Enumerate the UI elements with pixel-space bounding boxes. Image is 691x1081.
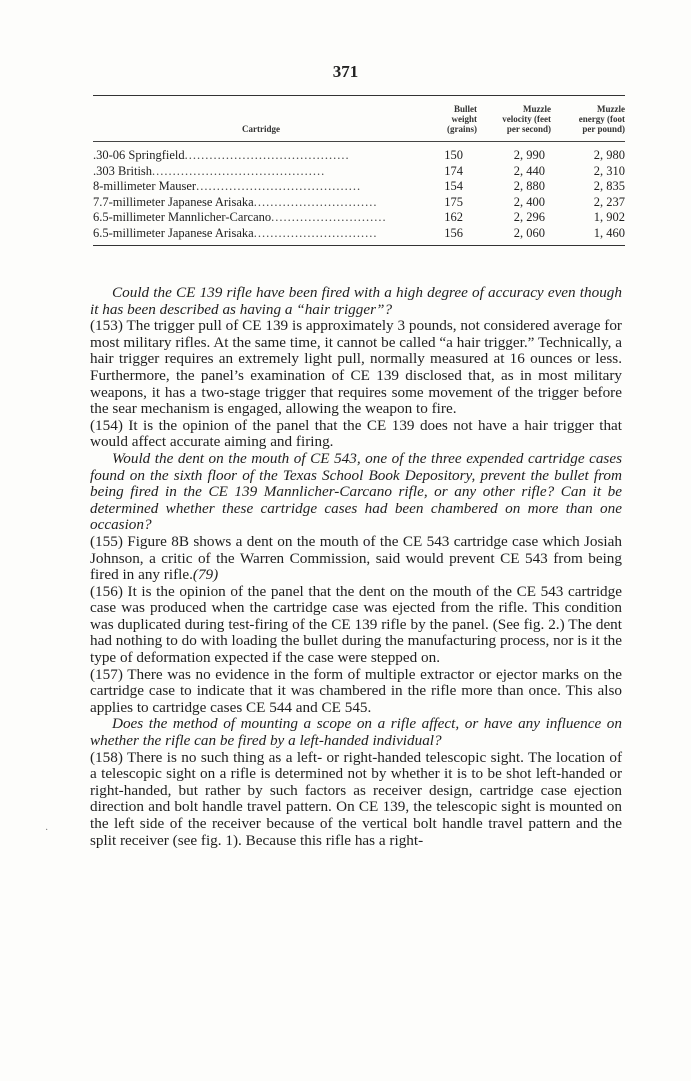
header-bullet-weight (405, 96, 477, 141)
header-line: velocity (feet (502, 114, 551, 124)
header-line: energy (foot (578, 114, 625, 124)
table-row (93, 195, 625, 211)
weight-cell: 156 (444, 225, 463, 240)
energy-cell: 2, 835 (593, 179, 625, 193)
question-hair-trigger: Could the CE 139 rifle have been fired with a high degree of accuracy even though it has been described as having a “hair trigger”? (90, 284, 622, 318)
ballistics-table (93, 95, 625, 246)
table-row (93, 226, 625, 246)
weight-cell: 150 (444, 148, 463, 162)
energy-cell: 2, 980 (593, 148, 625, 162)
header-muzzle-velocity (477, 96, 551, 141)
table-row (93, 164, 625, 180)
weight-cell: 154 (444, 179, 463, 193)
leader-dots: .......................................... (152, 163, 326, 178)
velocity-cell: 2, 060 (513, 225, 545, 240)
paragraph-156: (156) It is the opinion of the panel that the dent on the mouth of the CE 543 cartridge case was produced when the cartridge case was ejected from the rifle. This condition was duplicated during test-firing of the CE 139 rifle by the panel. (See fig. 2.) The dent had nothing to do with loading the bullet during the manufacturing process, nor is it the type of deformation expected if the case were stepped on. (90, 582, 622, 667)
cartridge-cell: 6.5-millimeter Japanese Arisaka.............................. (93, 225, 378, 240)
header-line: Muzzle (523, 104, 551, 114)
margin-dot: · (45, 825, 49, 836)
leader-dots: ........................................ (184, 148, 350, 162)
velocity-cell: 2, 990 (513, 148, 545, 162)
header-line: weight (451, 114, 477, 124)
cartridge-cell: 6.5-millimeter Mannlicher-Carcano............................ (93, 210, 387, 224)
header-cartridge: Cartridge (242, 124, 280, 134)
weight-cell: 174 (444, 163, 463, 178)
weight-cell: 162 (444, 210, 463, 224)
table-row (93, 179, 625, 195)
body-text (90, 285, 622, 849)
velocity-cell: 2, 880 (513, 179, 545, 193)
header-line: per second) (506, 124, 551, 134)
leader-dots: .............................. (253, 194, 378, 209)
cartridge-cell: .30-06 Springfield........................................ (93, 148, 350, 162)
energy-cell: 1, 902 (593, 210, 625, 224)
leader-dots: ............................ (271, 210, 387, 224)
cartridge-cell: 7.7-millimeter Japanese Arisaka.............................. (93, 194, 378, 209)
header-line: per pound) (582, 124, 625, 134)
energy-cell: 2, 237 (593, 194, 625, 209)
energy-cell: 2, 310 (593, 163, 625, 178)
cartridge-cell: .303 British.......................................... (93, 163, 326, 178)
leader-dots: .............................. (253, 225, 378, 240)
table-header-row (93, 96, 625, 141)
paragraph-158: (158) There is no such thing as a left- or right-handed telescopic sight. The location of a telescopic sight on a rifle is determined not by whether it is to be shot left-handed or right-handed, but rather by such factors as receiver design, cartridge case ejection direction and bolt handle travel pattern. On CE 139, the telescopic sight is mounted on the left side of the receiver because of the vertical bolt handle travel pattern and the split receiver (see fig. 1). Because this rifle has a right- (90, 748, 622, 849)
velocity-cell: 2, 400 (513, 194, 545, 209)
table-row (93, 142, 625, 164)
footnote-ref-79: (79) (192, 566, 219, 584)
paragraph-155 (90, 534, 622, 584)
header-line: Muzzle (597, 104, 625, 114)
velocity-cell: 2, 296 (513, 210, 545, 224)
paragraph-153: (153) The trigger pull of CE 139 is approximately 3 pounds, not considered average for most military rifles. At the same time, it cannot be called “a hair trigger.” Technically, a hair trigger requires an extremely light pull, normally measured at 16 ounces or less. Furthermore, the panel’s examination of CE 139 disclosed that, as in most military weapons, it has a two-stage trigger that requires some movement of the trigger before the sear mechanism is engaged, allowing the weapon to fire. (90, 317, 622, 418)
cartridge-cell: 8-millimeter Mauser........................................ (93, 179, 362, 193)
header-line: (grains) (447, 124, 477, 134)
table-row (93, 210, 625, 226)
paragraph-157: (157) There was no evidence in the form of multiple extractor or ejector marks on the cartridge case to indicate that it was chambered in the rifle more than once. This also applies to cartridge cases CE 544 and CE 545. (90, 665, 622, 716)
table-bottom-rule (93, 245, 625, 246)
weight-cell: 175 (444, 194, 463, 209)
question-scope-mounting: Does the method of mounting a scope on a rifle affect, or have any influence on whether the rifle can be fired by a left-handed individual? (90, 715, 622, 750)
paragraph-154: (154) It is the opinion of the panel that the CE 139 does not have a hair trigger that would affect accurate aiming and firing. (90, 416, 622, 451)
header-muzzle-energy (551, 96, 625, 141)
paragraph-155-text: (155) Figure 8B shows a dent on the mouth of the CE 543 cartridge case which Josiah Johnson, a critic of the Warren Commission, said would prevent CE 543 from being fired in any rifle. (90, 532, 622, 584)
leader-dots: ........................................ (196, 179, 362, 193)
page-number: 371 (332, 62, 359, 81)
energy-cell: 1, 460 (593, 225, 625, 240)
question-dent-ce543: Would the dent on the mouth of CE 543, one of the three expended cartridge cases found on the sixth floor of the Texas School Book Depository, prevent the bullet from being fired in the CE 139 Mannlicher-Carcano rifle, or any other rifle? Can it be determined whether these cartridge cases had been chambered on more than one occasion? (90, 449, 622, 534)
velocity-cell: 2, 440 (513, 163, 545, 178)
header-line: Bullet (453, 104, 477, 114)
